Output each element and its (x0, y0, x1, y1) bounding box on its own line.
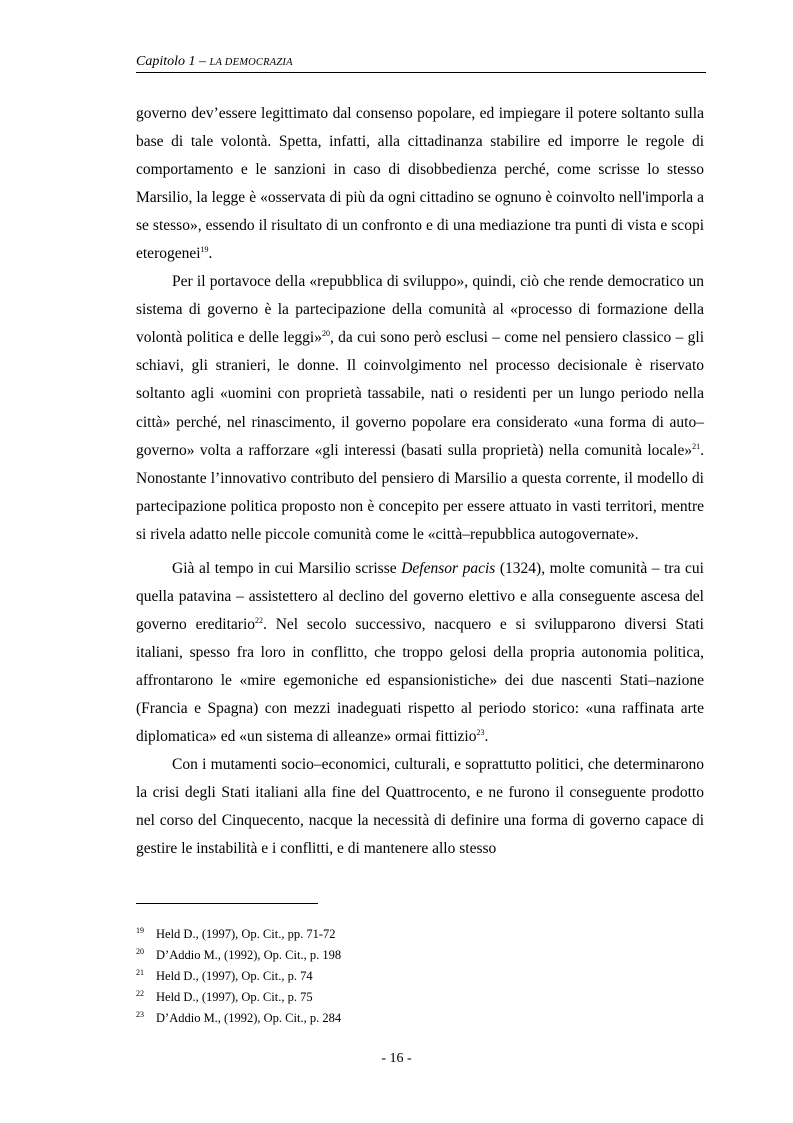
footnote-ref-19: 19 (200, 245, 209, 255)
book-title: Defensor pacis (401, 559, 496, 577)
chapter-label: Capitolo 1 – (136, 54, 210, 69)
footnote (136, 987, 704, 1008)
running-header (136, 52, 706, 73)
paragraph-3 (136, 555, 704, 751)
paragraph-3-end: . (484, 728, 489, 746)
footnote-ref-20: 20 (321, 329, 330, 339)
footnote (136, 966, 704, 987)
paragraph-3-text-a: Già al tempo in cui Marsilio scrisse (172, 559, 402, 577)
footnote-number: 20 (136, 947, 144, 956)
page-number: - 16 - (381, 1051, 412, 1066)
paragraph-1-text: governo dev’essere legittimato dal consenso popolare, ed impiegare il potere soltanto sulla base di tale volontà. Spetta, infatti, alla cittadinanza stabilire ed imporre le regole di comportamento e le sanzioni in caso di disobbedienza perché, come scrisse lo stesso Marsilio, la legge è «osservata di più da ogni cittadino se ognuno è coinvolto nell'imporla a se stesso», essendo il risultato di un confronto e di una mediazione tra punti di vista e scopi eterogenei (136, 105, 704, 263)
paragraph-1 (136, 100, 704, 268)
footnote-text: Held D., (1997), Op. Cit., p. 74 (156, 969, 313, 983)
footnote-ref-21: 21 (692, 441, 701, 451)
paragraph-2 (136, 268, 704, 548)
footnote (136, 1008, 704, 1029)
paragraph-4: Con i mutamenti socio–economici, culturali, e soprattutto politici, che determinarono la crisi degli Stati italiani alla fine del Quattrocento, e ne furono il conseguente prodotto nel corso del Cinquecento, nacque la necessità di definire una forma di governo capace di gestire le instabilità e i conflitti, e di mantenere allo stesso (136, 756, 704, 858)
footnote-text: D’Addio M., (1992), Op. Cit., p. 198 (156, 948, 342, 962)
paragraph-1-end: . (208, 245, 213, 263)
footnote-number: 21 (136, 968, 144, 977)
footnote-ref-23: 23 (476, 728, 485, 738)
paragraph-3-text-b: (1324), molte comunità – tra cui quella patavina – assistettero al declino del governo elettivo e alla conseguente ascesa del governo ereditario (136, 559, 704, 633)
footnote-separator (136, 903, 318, 904)
paragraph-2-text-b: , da cui sono però esclusi – come nel pensiero classico – gli schiavi, gli stranieri, le donne. Il coinvolgimento nel processo decisionale è riservato soltanto agli «uomini con proprietà tassabile, nati o residenti per un lungo periodo nella città» perché, nel rinascimento, il governo popolare era considerato «una forma di auto–governo» volta a rafforzare «gli interessi (basati sulla proprietà) nella comunità locale» (136, 329, 704, 459)
paragraph-2-text-a: Per il portavoce della «repubblica di sviluppo», quindi, ciò che rende democratico un sistema di governo è la partecipazione della comunità al «processo di formazione della volontà politica e delle leggi» (136, 273, 704, 347)
footnote-text: Held D., (1997), Op. Cit., p. 75 (156, 990, 313, 1004)
chapter-heading (136, 54, 293, 70)
footnote (136, 924, 704, 945)
footnote-number: 19 (136, 926, 144, 935)
footnote-number: 22 (136, 989, 144, 998)
footnote (136, 945, 704, 966)
footnote-text: D’Addio M., (1992), Op. Cit., p. 284 (156, 1011, 342, 1025)
footnote-text: Held D., (1997), Op. Cit., pp. 71-72 (156, 927, 336, 941)
paragraph-2-text-c: . Nonostante l’innovativo contributo del pensiero di Marsilio a questa corrente, il modello di partecipazione politica proposto non è concepito per essere attuato in vasti territori, mentre si rivela adatto nelle piccole comunità come le «città–repubblica autogovernate». (136, 441, 704, 543)
main-text (136, 100, 704, 863)
footnote-number: 23 (136, 1010, 144, 1019)
footnotes (136, 924, 704, 1029)
chapter-title: LA DEMOCRAZIA (209, 57, 293, 68)
footnote-ref-22: 22 (255, 615, 263, 625)
paragraph-3-text-c: . Nel secolo successivo, nacquero e si svilupparono diversi Stati italiani, spesso fra loro in conflitto, che troppo gelosi della propria autonomia politica, affrontarono le «mire egemoniche ed espansionistiche» dei due nascenti Stati–nazione (Francia e Spagna) con mezzi inadeguati rispetto al periodo storico: «una raffinata arte diplomatica» ed «un sistema di alleanze» ormai fittizio (136, 615, 704, 746)
